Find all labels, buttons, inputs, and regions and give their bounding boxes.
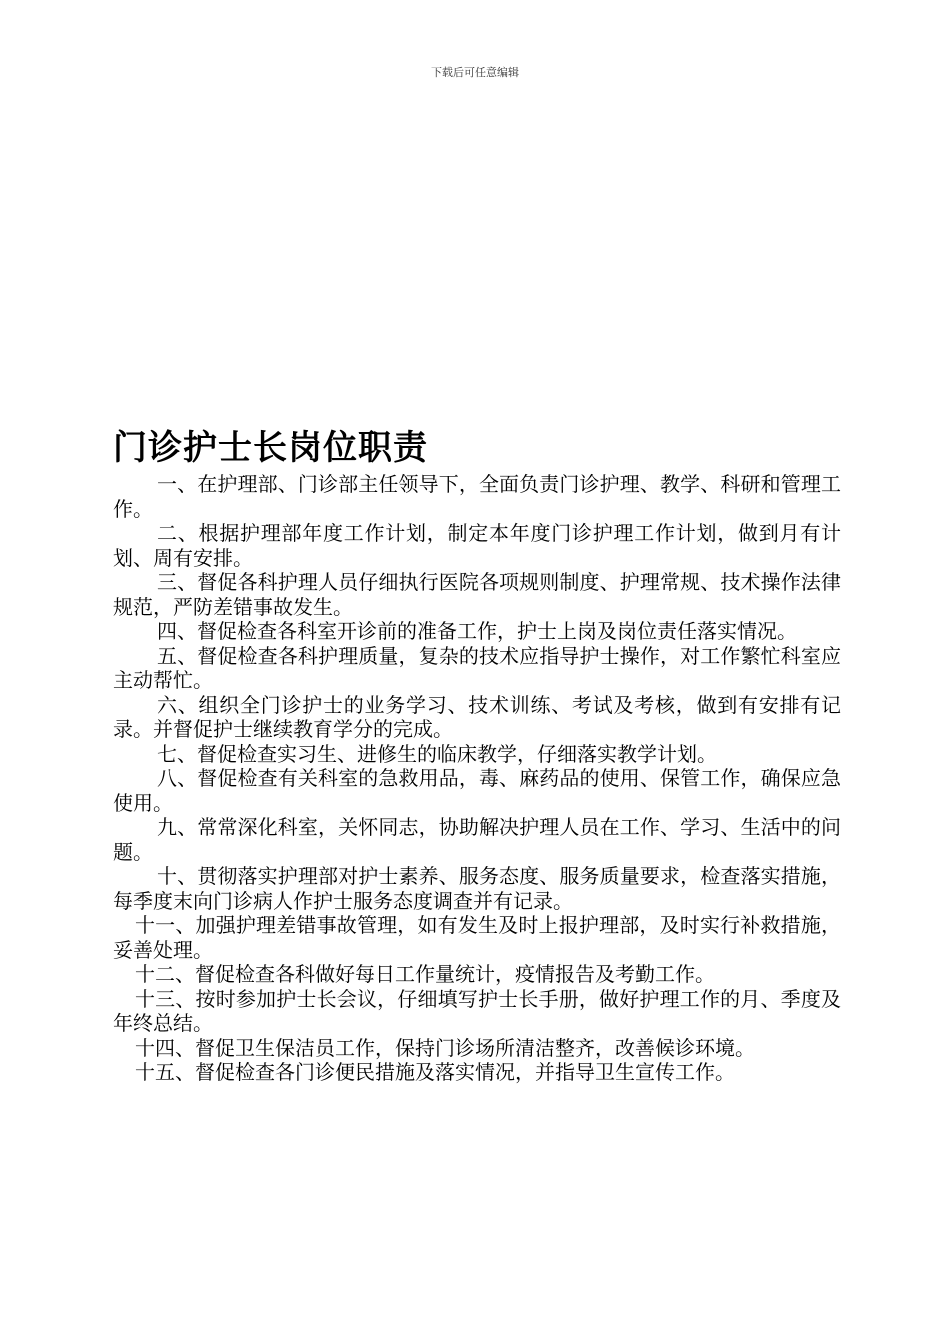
duty-item-13: 十三、按时参加护士长会议，仔细填写护士长手册，做好护理工作的月、季度及年终总结。 (113, 986, 841, 1035)
duty-item-1: 一、在护理部、门诊部主任领导下，全面负责门诊护理、教学、科研和管理工作。 (113, 472, 841, 521)
duty-item-10: 十、贯彻落实护理部对护士素养、服务态度、服务质量要求，检查落实措施，每季度末向门诊病人作护士服务态度调查并有记录。 (113, 864, 841, 913)
duty-item-14: 十四、督促卫生保洁员工作，保持门诊场所清洁整齐，改善候诊环境。 (135, 1035, 755, 1060)
duty-item-8: 八、督促检查有关科室的急救用品，毒、麻药品的使用、保管工作，确保应急使用。 (113, 766, 841, 815)
duty-item-3: 三、督促各科护理人员仔细执行医院各项规则制度、护理常规、技术操作法律规范，严防差错事故发生。 (113, 570, 841, 619)
duty-item-2: 二、根据护理部年度工作计划，制定本年度门诊护理工作计划，做到月有计划、周有安排。 (113, 521, 841, 570)
page-header-note: 下载后可任意编辑 (431, 66, 519, 79)
duty-item-12: 十二、督促检查各科做好每日工作量统计，疫情报告及考勤工作。 (135, 962, 715, 986)
duty-item-4: 四、督促检查各科室开诊前的准备工作，护士上岗及岗位责任落实情况。 (157, 619, 797, 643)
duty-item-15: 十五、督促检查各门诊便民措施及落实情况，并指导卫生宣传工作。 (135, 1060, 735, 1084)
document-body (113, 472, 841, 1085)
duty-item-11: 十一、加强护理差错事故管理，如有发生及时上报护理部，及时实行补救措施，妥善处理。 (113, 913, 841, 962)
duty-item-6: 六、组织全门诊护士的业务学习、技术训练、考试及考核，做到有安排有记录。并督促护士继续教育学分的完成。 (113, 692, 841, 741)
duty-item-9: 九、常常深化科室，关怀同志，协助解决护理人员在工作、学习、生活中的问题。 (113, 815, 841, 864)
duty-item-5: 五、督促检查各科护理质量，复杂的技术应指导护士操作，对工作繁忙科室应主动帮忙。 (113, 643, 841, 692)
document-title: 门诊护士长岗位职责 (113, 428, 428, 468)
duty-item-7: 七、督促检查实习生、进修生的临床教学，仔细落实教学计划。 (157, 741, 717, 766)
